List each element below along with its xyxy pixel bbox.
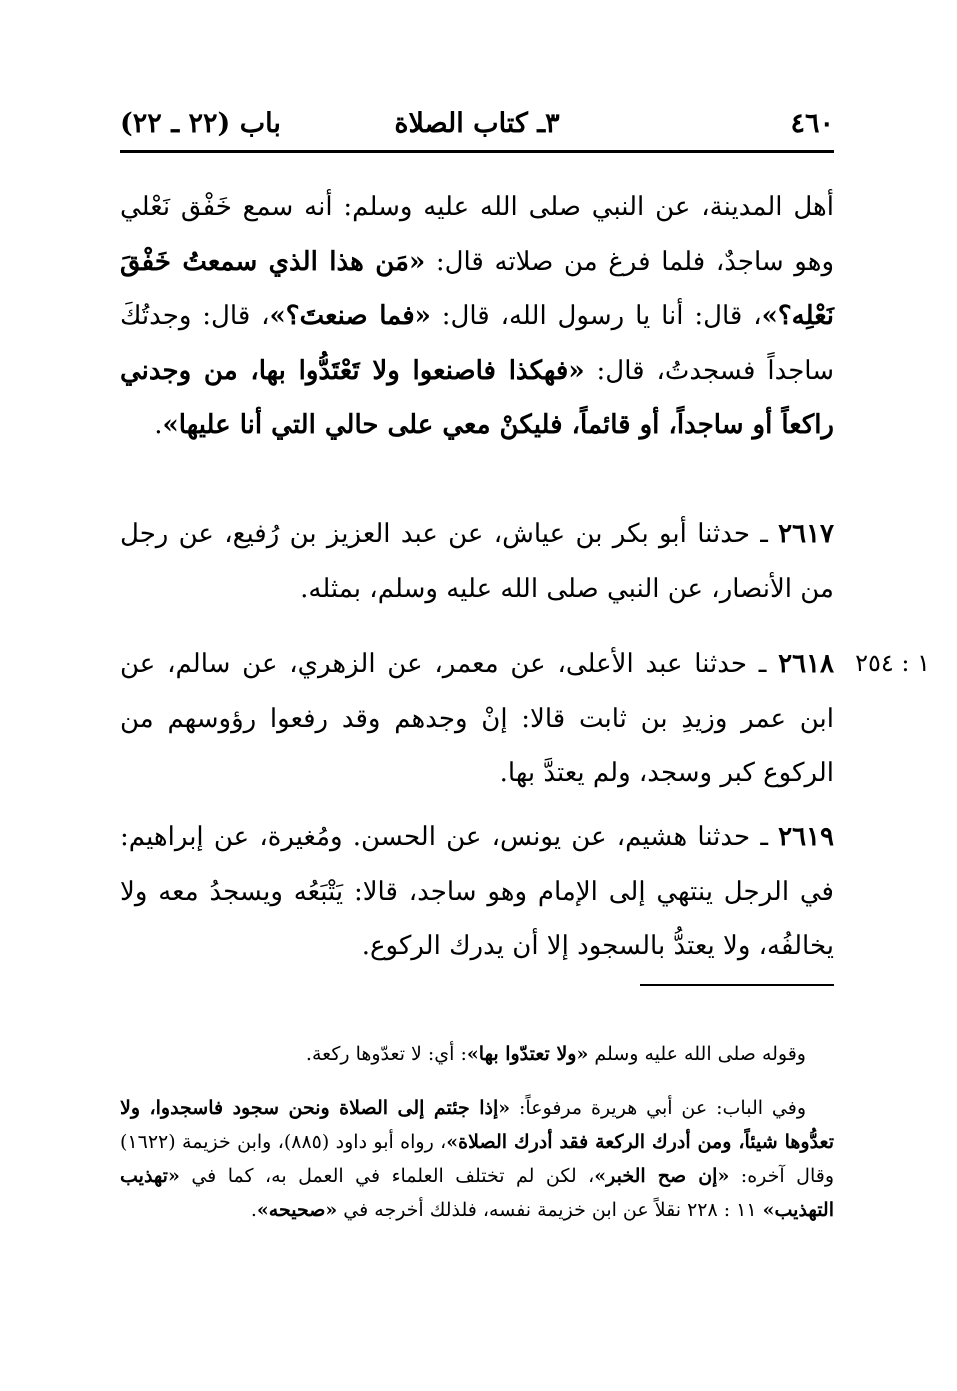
prophetic-quote: «فهكذا فاصنعوا ولا تَعْتَدُّوا بها، من وجدني راكعاً أو ساجداً، أو قائماً، فليكنْ معي على حالي التي أنا عليها» bbox=[120, 355, 834, 440]
footnote-text: . bbox=[250, 1199, 257, 1221]
margin-reference: ١ : ٢٥٤ bbox=[855, 649, 930, 677]
footnote-text: وقوله صلى الله عليه وسلم bbox=[588, 1043, 806, 1065]
footnote-quote: «ولا تعتدّوا بها» bbox=[466, 1043, 589, 1065]
hadith-text: ـ حدثنا أبو بكر بن عياش، عن عبد العزيز بن رُفيع، عن رجل من الأنصار، عن النبي صلى الله عليه وسلم، بمثله. bbox=[120, 519, 834, 604]
footnote-text: وفي الباب: عن أبي هريرة مرفوعاً: bbox=[510, 1097, 807, 1119]
text-segment: . bbox=[154, 410, 163, 440]
hadith-number: ٢٦١٨ bbox=[778, 649, 834, 679]
hadith-number: ٢٦١٩ bbox=[778, 822, 834, 852]
footnote-text: : أي: لا تعدّوها ركعة. bbox=[305, 1043, 467, 1065]
page-number: ٤٦٠ bbox=[790, 108, 834, 139]
hadith-text: ـ حدثنا عبد الأعلى، عن معمر، عن الزهري، عن سالم، عن ابن عمر وزيدِ بن ثابت قالا: إنْ وجدهم وقد رفعوا رؤوسهم من الركوع كبر وسجد، ولم يعتدَّ بها. bbox=[120, 649, 834, 788]
footnote-2 bbox=[120, 1091, 834, 1227]
hadith-continuation bbox=[120, 180, 834, 453]
footnote-text: ، رواه أبو داود (٨٨٥)، وابن خزيمة (١٦٢٢) وقال آخره: bbox=[120, 1131, 834, 1187]
hadith-number: ٢٦١٧ bbox=[778, 519, 834, 549]
prophetic-quote: «مَن هذا الذي سمعتُ خَفْقَ نَعْلِه؟» bbox=[120, 246, 834, 331]
book-title: ٣ـ كتاب الصلاة bbox=[394, 108, 560, 139]
text-segment: ، قال: أنا يا رسول الله، قال: bbox=[430, 301, 762, 331]
footnote-divider bbox=[640, 984, 834, 986]
footnote-quote: «تهذيب التهذيب» bbox=[120, 1165, 834, 1221]
hadith-2617 bbox=[120, 507, 834, 616]
footnote-text: ١١ : ٢٢٨ نقلاً عن ابن خزيمة نفسه، فلذلك أخرجه في bbox=[337, 1199, 763, 1221]
text-segment: أهل المدينة، عن النبي صلى الله عليه وسلم: أنه سمع خَفْق نَعْلي وهو ساجدٌ، فلما فرغ من صلاته قال: bbox=[120, 192, 834, 277]
chapter-reference: باب (٢٢ ـ ٢٢) bbox=[120, 108, 281, 139]
footnote-quote: «صحيحه» bbox=[256, 1199, 338, 1221]
header-divider bbox=[120, 150, 834, 153]
prophetic-quote: «فما صنعتَ؟» bbox=[269, 301, 431, 331]
text-segment: ، قال: وجدتُكَ ساجداً فسجدتُ، قال: bbox=[120, 301, 835, 386]
footnote-quote: «إن صح الخبر» bbox=[594, 1165, 730, 1187]
hadith-text: ـ حدثنا هشيم، عن يونس، عن الحسن. ومُغيرة، عن إبراهيم: في الرجل ينتهي إلى الإمام وهو ساجد، قالا: يَتْبَعُه ويسجدُ معه ولا يخالفُه، ولا يعتدُّ بالسجود إلا أن يدرك الركوع. bbox=[120, 822, 834, 961]
hadith-2618 bbox=[120, 637, 834, 801]
hadith-2619 bbox=[120, 810, 834, 974]
footnote-1 bbox=[120, 1037, 834, 1071]
footnote-text: ، لكن لم تختلف العلماء في العمل به، كما في bbox=[179, 1165, 595, 1187]
running-header bbox=[120, 108, 834, 148]
footnote-quote: «إذا جئتم إلى الصلاة ونحن سجود فاسجدوا، ولا تعدُّوها شيئاً، ومن أدرك الركعة فقد أدرك الصلاة» bbox=[120, 1097, 834, 1153]
